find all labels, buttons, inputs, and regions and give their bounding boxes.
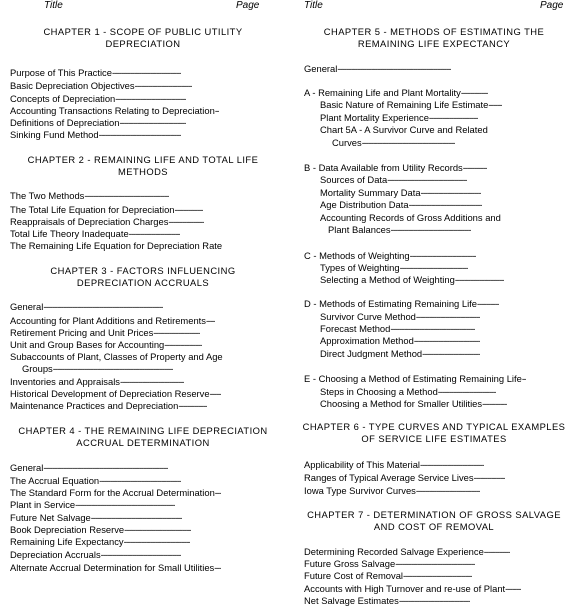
toc-entry[interactable]: Alternate Accrual Determination for Small Utilities--- <box>10 562 221 573</box>
toc-entry[interactable]: Applicability of This Material----------------------------- <box>304 459 485 470</box>
page-column-header: Page <box>540 0 564 11</box>
toc-entry[interactable]: Chart 5A - A Survivor Curve and Related <box>320 124 488 135</box>
toc-entry[interactable]: A - Remaining Life and Plant Mortality------------ <box>304 87 488 98</box>
toc-entry[interactable]: Basic Nature of Remaining Life Estimate------ <box>320 99 502 110</box>
toc-entry[interactable]: General------------------------------------------------------ <box>10 301 164 312</box>
toc-entry[interactable]: Remaining Life Expectancy------------------------------ <box>10 536 191 547</box>
toc-entry[interactable]: Subaccounts of Plant, Classes of Property and Age <box>10 351 223 362</box>
toc-entry[interactable]: Plant Mortality Experience---------------------- <box>320 112 478 123</box>
toc-entry[interactable]: Definitions of Depreciation------------------------------ <box>10 117 187 128</box>
toc-entry[interactable]: Historical Development of Depreciation Reserve----- <box>10 388 221 399</box>
toc-entry[interactable]: General-------------------------------------------------------- <box>10 462 168 473</box>
toc-entry[interactable]: Survivor Curve Method----------------------------- <box>320 311 481 322</box>
chapter-1-heading: CHAPTER 1 - SCOPE OF PUBLIC UTILITY DEPRECIATION <box>43 26 243 49</box>
toc-entry[interactable]: Selecting a Method of Weighting---------------------- <box>320 274 504 285</box>
toc-entry[interactable]: Ranges of Typical Average Service Lives-------------- <box>304 472 505 483</box>
toc-entry[interactable]: Types of Weighting------------------------------- <box>320 262 469 273</box>
toc-entry[interactable]: The Total Life Equation for Depreciation------------- <box>10 204 204 215</box>
toc-entry[interactable]: Future Net Salvage----------------------------------------- <box>10 512 182 523</box>
toc-entry[interactable]: C - Methods of Weighting------------------------------ <box>304 250 477 261</box>
toc-entry[interactable]: Book Depreciation Reserve------------------------------ <box>10 524 191 535</box>
toc-entry[interactable]: Accounts with High Turnover and re-use of Plant------- <box>304 583 521 594</box>
toc-entry[interactable]: Steps in Choosing a Method-------------------------- <box>320 386 496 397</box>
chapter-3-heading: CHAPTER 3 - FACTORS INFLUENCING DEPRECIATION ACCRUALS <box>50 265 236 288</box>
toc-entry[interactable]: Inventories and Appraisals----------------------------- <box>10 376 185 387</box>
chapter-5-heading: CHAPTER 5 - METHODS OF ESTIMATING THE REMAINING LIFE EXPECTANCY <box>323 26 545 49</box>
chapter-7-heading: CHAPTER 7 - DETERMINATION OF GROSS SALVAGE AND COST OF REMOVAL <box>307 509 561 532</box>
toc-entry[interactable]: Retirement Pricing and Unit Prices--------------------- <box>10 327 200 338</box>
toc-entry[interactable]: The Accrual Equation------------------------------------- <box>10 475 182 486</box>
toc-entry[interactable]: Sinking Fund Method------------------------------------- <box>10 129 181 140</box>
toc-entry[interactable]: Unit and Group Bases for Accounting----------------- <box>10 339 203 350</box>
title-column-header: Title <box>304 0 323 11</box>
toc-entry[interactable]: Approximation Method------------------------------ <box>320 335 481 346</box>
toc-entry[interactable]: Accounting for Plant Additions and Retirements---- <box>10 315 215 326</box>
toc-entry[interactable]: General--------------------------------------------------- <box>304 63 451 74</box>
toc-entry[interactable]: Future Cost of Removal------------------------------- <box>304 570 472 581</box>
toc-entry[interactable]: Plant in Service--------------------------------------------- <box>10 499 176 510</box>
toc-entry[interactable]: D - Methods of Estimating Remaining Life---------- <box>304 298 500 309</box>
toc-entry[interactable]: B - Data Available from Utility Records----------- <box>304 162 488 173</box>
toc-entry[interactable]: Direct Judgment Method-------------------------- <box>320 348 480 359</box>
toc-entry[interactable]: Plant Balances------------------------------------ <box>328 224 471 235</box>
toc-entry[interactable]: Reappraisals of Depreciation Charges---------------- <box>10 216 204 227</box>
chapter-6-heading: CHAPTER 6 - TYPE CURVES AND TYPICAL EXAMPLES OF SERVICE LIFE ESTIMATES <box>302 421 566 444</box>
toc-entry[interactable]: Groups------------------------------------------------------ <box>22 363 173 374</box>
toc-entry[interactable]: Net Salvage Estimates-------------------------------- <box>304 595 470 606</box>
toc-entry[interactable]: Maintenance Practices and Depreciation------------- <box>10 400 208 411</box>
toc-entry[interactable]: E - Choosing a Method of Estimating Remaining Life-- <box>304 373 527 384</box>
toc-entry[interactable]: Forecast Method-------------------------------------- <box>320 323 475 334</box>
chapter-4-heading: CHAPTER 4 - THE REMAINING LIFE DEPRECIATION ACCRUAL DETERMINATION <box>18 425 268 448</box>
toc-entry[interactable]: Choosing a Method for Smaller Utilities----------- <box>320 398 507 409</box>
toc-entry[interactable]: Accounting Records of Gross Additions and <box>320 212 501 223</box>
toc-entry[interactable]: Determining Recorded Salvage Experience------------ <box>304 546 511 557</box>
toc-entry[interactable]: Total Life Theory Inadequate----------------------- <box>10 228 180 239</box>
toc-entry[interactable]: Sources of Data------------------------------------ <box>320 174 468 185</box>
toc-entry[interactable]: Depreciation Accruals------------------------------------ <box>10 549 181 560</box>
page-column-header: Page <box>236 0 260 11</box>
toc-entry[interactable]: The Standard Form for the Accrual Determination--- <box>10 487 222 498</box>
chapter-2-heading: CHAPTER 2 - REMAINING LIFE AND TOTAL LIFE METHODS <box>27 154 259 177</box>
toc-entry[interactable]: Iowa Type Survivor Curves----------------------------- <box>304 485 481 496</box>
toc-entry[interactable]: Mortality Summary Data--------------------------- <box>320 187 481 198</box>
toc-entry[interactable]: Accounting Transactions Relating to Depreciation-- <box>10 105 220 116</box>
toc-entry[interactable]: Purpose of This Practice------------------------------- <box>10 67 181 78</box>
toc-entry[interactable]: Basic Depreciation Objectives-------------------------- <box>10 80 193 91</box>
toc-entry[interactable]: Future Gross Salvage------------------------------------ <box>304 558 476 569</box>
toc-entry[interactable]: Concepts of Depreciation-------------------------------- <box>10 93 187 104</box>
toc-entry[interactable]: The Remaining Life Equation for Depreciation Rate <box>10 240 223 251</box>
title-column-header: Title <box>44 0 63 11</box>
toc-entry[interactable]: Age Distribution Data--------------------------------- <box>320 199 482 210</box>
toc-entry[interactable]: The Two Methods-------------------------------------- <box>10 190 169 201</box>
toc-entry[interactable]: Curves------------------------------------------ <box>332 137 456 148</box>
